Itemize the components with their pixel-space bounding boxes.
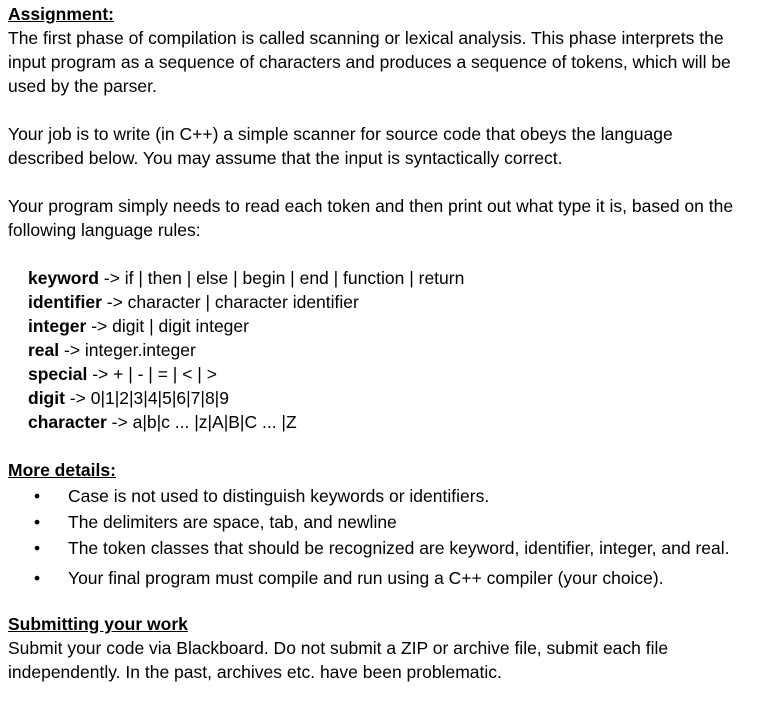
bullet-icon: • xyxy=(34,486,41,506)
bullet-icon: • xyxy=(34,568,41,588)
rule-special: special -> + | - | = | < | > xyxy=(28,364,217,384)
rule-integer: integer -> digit | digit integer xyxy=(28,316,249,336)
list-item: • The delimiters are space, tab, and newline xyxy=(34,512,397,532)
details-list xyxy=(8,484,752,590)
rule-identifier: identifier -> character | character identifier xyxy=(28,292,359,312)
submitting-heading: Submitting your work xyxy=(8,614,188,634)
bullet-icon: • xyxy=(34,538,41,558)
assignment-paragraph-1: The first phase of compilation is called scanning or lexical analysis. This phase interprets the input program as a sequence of characters and produces a sequence of tokens, which will be used by the parser. xyxy=(8,28,731,96)
submitting-paragraph: Submit your code via Blackboard. Do not submit a ZIP or archive file, submit each file independently. In the past, archives etc. have been problematic. xyxy=(8,638,669,682)
rule-digit: digit -> 0|1|2|3|4|5|6|7|8|9 xyxy=(28,388,229,408)
rule-real: real -> integer.integer xyxy=(28,340,196,360)
assignment-paragraph-2: Your job is to write (in C++) a simple scanner for source code that obeys the language described below. You may assume that the input is syntactically correct. xyxy=(8,124,673,168)
bullet-icon: • xyxy=(34,512,41,532)
list-item: • Your final program must compile and run using a C++ compiler (your choice). xyxy=(34,568,664,588)
assignment-heading: Assignment: xyxy=(8,4,114,24)
list-item: • The token classes that should be recognized are keyword, identifier, integer, and real. xyxy=(34,538,730,558)
details-heading: More details: xyxy=(8,460,116,480)
assignment-paragraph-3: Your program simply needs to read each token and then print out what type it is, based on the following language rules: xyxy=(8,196,734,240)
rule-keyword: keyword -> if | then | else | begin | end | function | return xyxy=(28,268,465,288)
list-item: • Case is not used to distinguish keywords or identifiers. xyxy=(34,486,490,506)
language-rules xyxy=(28,266,752,434)
rule-character: character -> a|b|c ... |z|A|B|C ... |Z xyxy=(28,412,297,432)
